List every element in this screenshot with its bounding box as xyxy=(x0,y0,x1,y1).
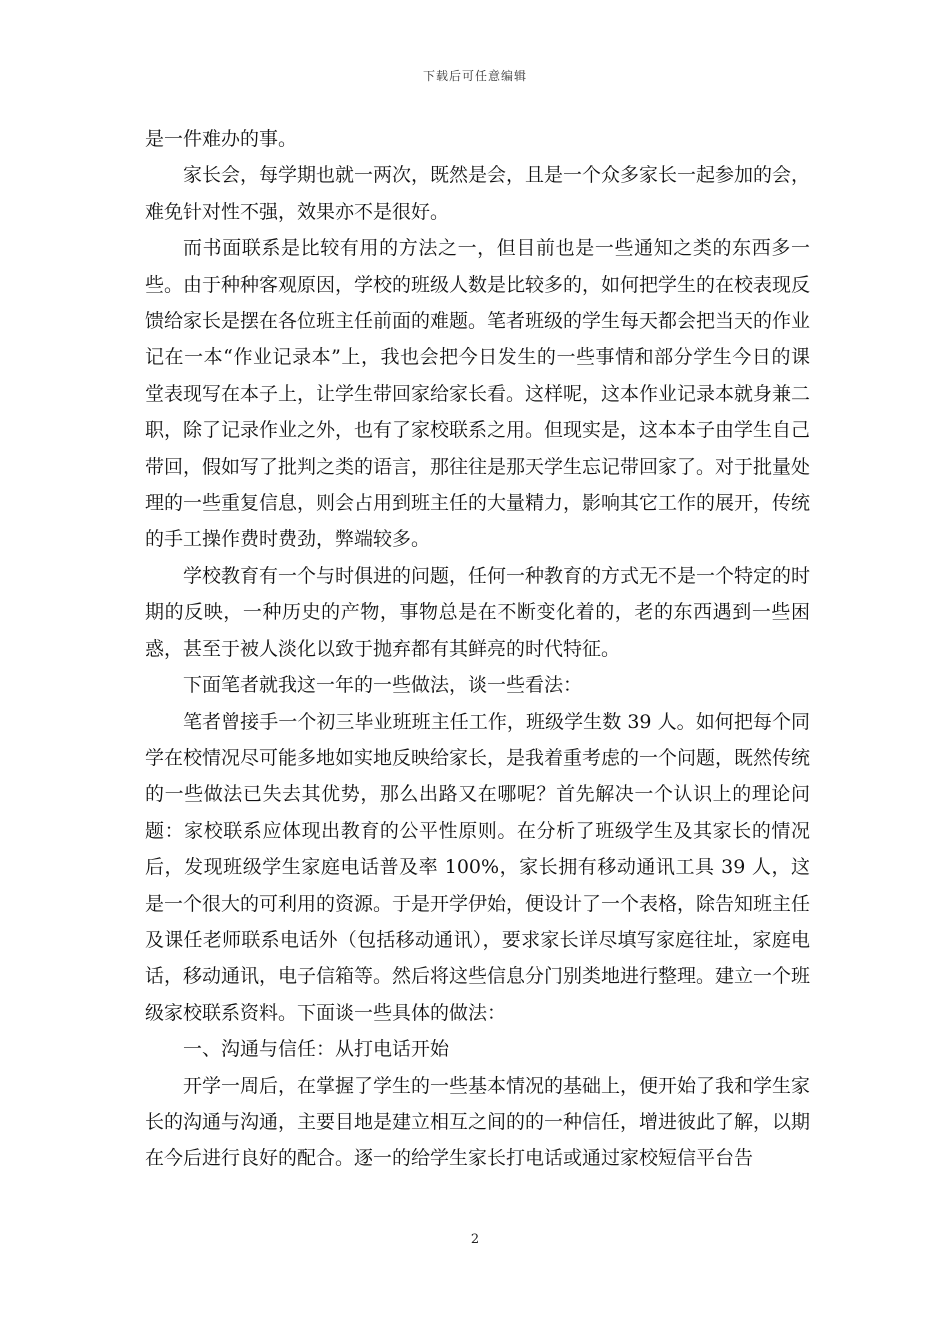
paragraph-1: 是一件难办的事。 xyxy=(145,128,298,150)
page-header: 下载后可任意编辑 xyxy=(422,69,527,83)
paragraph-7: 开学一周后，在掌握了学生的一些基本情况的基础上，便开始了我和学生家长的沟通与沟通，主要目地是建立相互之间的的一种信任，增进彼此了解，以期在今后进行良好的配合。逐一的给学生家长打电话或通过家校短信平台告 xyxy=(145,1074,811,1170)
paragraph-6: 笔者曾接手一个初三毕业班班主任工作，班级学生数 39 人。如何把每个同学在校情况尽可能多地如实地反映给家长，是我着重考虑的一个问题，既然传统的一些做法已失去其优势，那么出路又在哪呢？首先解决一个认识上的理论问题：家校联系应体现出教育的公平性原则。在分析了班级学生及其家长的情况后，发现班级学生家庭电话普及率 100%，家长拥有移动通讯工具 39 人，这是一个很大的可利用的资源。于是开学伊始，便设计了一个表格，除告知班主任及课任老师联系电话外（包括移动通讯），要求家长详尽填写家庭往址，家庭电话，移动通讯，电子信箱等。然后将这些信息分门别类地进行整理。建立一个班级家校联系资料。下面谈一些具体的做法： xyxy=(145,710,811,1024)
paragraph-4: 学校教育有一个与时俱进的问题，任何一种教育的方式无不是一个特定的时期的反映，一种历史的产物，事物总是在不断变化着的，老的东西遇到一些困惑，甚至于被人淡化以致于抛弃都有其鲜亮的时代特征。 xyxy=(145,564,811,660)
paragraph-2: 家长会，每学期也就一两次，既然是会，且是一个众多家长一起参加的会，难免针对性不强，效果亦不是很好。 xyxy=(145,164,811,223)
section-heading: 一、沟通与信任：从打电话开始 xyxy=(183,1038,450,1061)
paragraph-3: 而书面联系是比较有用的方法之一，但目前也是一些通知之类的东西多一些。由于种种客观原因，学校的班级人数是比较多的，如何把学生的在校表现反馈给家长是摆在各位班主任前面的难题。笔者班级的学生每天都会把当天的作业记在一本“作业记录本”上，我也会把今日发生的一些事情和部分学生今日的课堂表现写在本子上，让学生带回家给家长看。这样呢，这本作业记录本就身兼二职，除了记录作业之外，也有了家校联系之用。但现实是，这本本子由学生自己带回，假如写了批判之类的语言，那往往是那天学生忘记带回家了。对于批量处理的一些重复信息，则会占用到班主任的大量精力，影响其它工作的展开，传统的手工操作费时费劲，弊端较多。 xyxy=(145,237,811,551)
paragraph-5: 下面笔者就我这一年的一些做法，谈一些看法： xyxy=(183,674,583,697)
document-body xyxy=(145,121,810,1177)
page-number: 2 xyxy=(470,1232,480,1247)
